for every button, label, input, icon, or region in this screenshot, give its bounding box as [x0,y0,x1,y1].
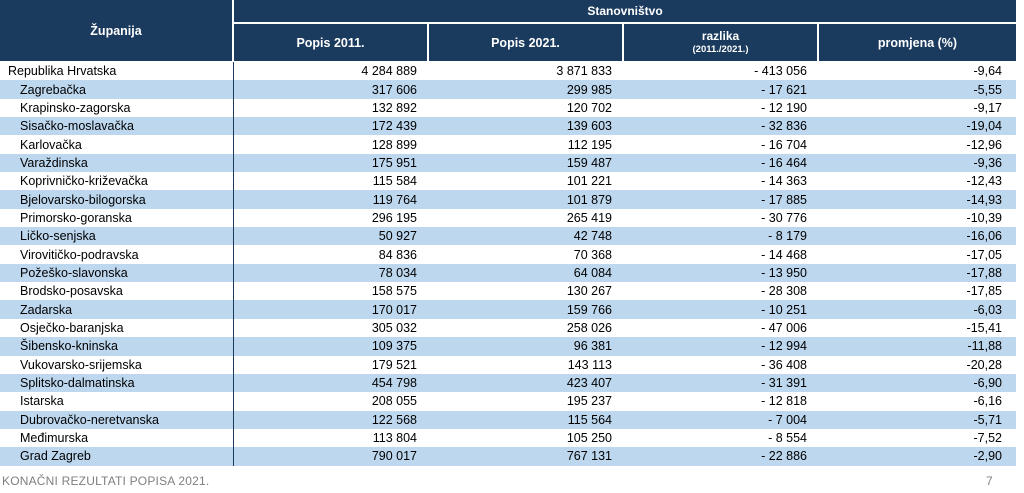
cell-zupanija: Međimurska [0,429,234,447]
table-row [0,337,1016,355]
header-razlika [624,24,817,61]
page-number: 7 [986,474,993,488]
cell-popis-2011: 296 195 [371,210,417,225]
cell-popis-2021: 130 267 [566,284,612,299]
cell-promjena: -5,71 [973,412,1002,427]
table-row [0,374,1016,392]
cell-razlika: - 7 004 [768,412,807,427]
cell-razlika: - 12 190 [761,100,807,115]
header-razlika-label: razlika [701,28,740,43]
table-row [0,62,1016,80]
cell-popis-2011: 84 836 [378,247,417,262]
cell-popis-2021: 101 221 [566,174,612,189]
cell-promjena: -14,93 [966,192,1002,207]
cell-popis-2021: 299 985 [566,82,612,97]
cell-popis-2021: 139 603 [566,119,612,134]
cell-popis-2021: 258 026 [566,320,612,335]
cell-promjena: -9,17 [973,100,1002,115]
cell-popis-2021: 64 084 [573,265,612,280]
cell-zupanija: Šibensko-kninska [0,337,234,355]
cell-popis-2011: 454 798 [371,376,417,391]
table-row [0,135,1016,153]
cell-popis-2011: 119 764 [372,192,417,207]
cell-popis-2021: 96 381 [573,339,612,354]
cell-promjena: -17,88 [966,265,1002,280]
table-row [0,209,1016,227]
cell-promjena: -15,41 [966,320,1002,335]
cell-popis-2021: 70 368 [573,247,612,262]
cell-promjena: -7,52 [973,431,1002,446]
cell-razlika: - 14 363 [761,174,807,189]
cell-popis-2011: 208 055 [371,394,417,409]
cell-popis-2011: 170 017 [371,302,417,317]
cell-zupanija: Karlovačka [0,135,234,153]
cell-popis-2011: 305 032 [371,320,417,335]
cell-razlika: - 8 554 [768,431,807,446]
cell-popis-2021: 143 113 [567,357,612,372]
cell-promjena: -11,88 [967,339,1002,354]
table-row [0,429,1016,447]
cell-zupanija: Istarska [0,392,234,410]
cell-razlika: - 17 621 [761,82,807,97]
cell-popis-2021: 265 419 [566,210,612,225]
cell-razlika: - 8 179 [768,229,807,244]
cell-popis-2021: 105 250 [566,431,612,446]
cell-zupanija: Virovitičko-podravska [0,245,234,263]
cell-promjena: -6,03 [973,302,1002,317]
cell-popis-2011: 78 034 [378,265,417,280]
cell-popis-2011: 115 584 [372,174,417,189]
cell-popis-2021: 195 237 [566,394,612,409]
cell-promjena: -19,04 [966,119,1002,134]
cell-zupanija: Dubrovačko-neretvanska [0,411,234,429]
cell-promjena: -9,64 [973,64,1002,79]
cell-popis-2011: 317 606 [371,82,417,97]
cell-promjena: -10,39 [966,210,1002,225]
cell-popis-2011: 122 568 [371,412,417,427]
cell-zupanija: Ličko-senjska [0,227,234,245]
cell-razlika: - 47 006 [761,320,807,335]
cell-zupanija: Vukovarsko-srijemska [0,356,234,374]
cell-popis-2011: 172 439 [371,119,417,134]
cell-popis-2021: 767 131 [566,449,612,464]
cell-popis-2021: 159 766 [566,302,612,317]
table-row [0,117,1016,135]
cell-razlika: - 12 994 [761,339,807,354]
cell-zupanija: Koprivničko-križevačka [0,172,234,190]
cell-popis-2021: 3 871 833 [556,64,612,79]
cell-zupanija: Splitsko-dalmatinska [0,374,234,392]
header-razlika-sub: (2011./2021.) [692,43,749,55]
table-row [0,300,1016,318]
cell-promjena: -16,06 [966,229,1002,244]
table-row [0,411,1016,429]
cell-zupanija: Osječko-baranjska [0,319,234,337]
cell-razlika: - 30 776 [761,210,807,225]
cell-promjena: -9,36 [973,155,1002,170]
table-row [0,356,1016,374]
header-popis-2011: Popis 2011. [234,24,427,61]
cell-popis-2011: 158 575 [371,284,417,299]
header-popis-2021: Popis 2021. [429,24,622,61]
table-row [0,154,1016,172]
cell-popis-2021: 423 407 [566,376,612,391]
cell-zupanija: Zadarska [0,300,234,318]
cell-popis-2021: 159 487 [566,155,612,170]
cell-popis-2011: 113 804 [372,431,417,446]
cell-promjena: -20,28 [966,357,1002,372]
cell-promjena: -5,55 [973,82,1002,97]
cell-promjena: -6,16 [973,394,1002,409]
table-row [0,227,1016,245]
cell-zupanija: Republika Hrvatska [0,62,234,80]
footer-title: KONAČNI REZULTATI POPISA 2021. [2,474,210,488]
table-row [0,264,1016,282]
cell-zupanija: Brodsko-posavska [0,282,234,300]
cell-promjena: -2,90 [973,449,1002,464]
table-row [0,282,1016,300]
cell-zupanija: Požeško-slavonska [0,264,234,282]
cell-razlika: - 32 836 [761,119,807,134]
cell-popis-2021: 115 564 [567,412,612,427]
cell-popis-2011: 109 375 [371,339,417,354]
cell-zupanija: Sisačko-moslavačka [0,117,234,135]
cell-razlika: - 14 468 [761,247,807,262]
table-row [0,392,1016,410]
cell-razlika: - 13 950 [761,265,807,280]
table-row [0,319,1016,337]
cell-zupanija: Primorsko-goranska [0,209,234,227]
cell-zupanija: Varaždinska [0,154,234,172]
cell-zupanija: Zagrebačka [0,80,234,98]
cell-razlika: - 16 704 [761,137,807,152]
table-row [0,99,1016,117]
table-row [0,172,1016,190]
cell-promjena: -17,05 [966,247,1002,262]
header-stanovnistvo: Stanovništvo [234,0,1016,22]
table-body [0,62,1016,466]
table-row [0,80,1016,98]
cell-promjena: -12,96 [966,137,1002,152]
cell-popis-2021: 120 702 [566,100,612,115]
cell-razlika: - 16 464 [761,155,807,170]
cell-popis-2021: 42 748 [573,229,612,244]
page-footer [0,471,1024,493]
cell-popis-2021: 112 195 [567,137,612,152]
cell-razlika: - 36 408 [761,357,807,372]
cell-popis-2021: 101 879 [566,192,612,207]
table-row [0,190,1016,208]
cell-popis-2011: 179 521 [371,357,417,372]
cell-razlika: - 10 251 [761,302,807,317]
table-header [0,0,1016,62]
cell-popis-2011: 4 284 889 [361,64,417,79]
cell-zupanija: Grad Zagreb [0,447,234,465]
cell-popis-2011: 175 951 [371,155,417,170]
table-row [0,447,1016,465]
cell-razlika: - 413 056 [754,64,807,79]
cell-popis-2011: 50 927 [378,229,417,244]
header-promjena: promjena (%) [819,24,1016,61]
cell-popis-2011: 132 892 [371,100,417,115]
cell-promjena: -12,43 [966,174,1002,189]
header-zupanija: Županija [0,0,232,61]
cell-promjena: -6,90 [973,376,1002,391]
cell-razlika: - 31 391 [761,376,807,391]
cell-razlika: - 17 885 [761,192,807,207]
cell-razlika: - 28 308 [761,284,807,299]
table-row [0,245,1016,263]
cell-zupanija: Bjelovarsko-bilogorska [0,190,234,208]
cell-razlika: - 12 818 [761,394,807,409]
cell-popis-2011: 128 899 [371,137,417,152]
cell-zupanija: Krapinsko-zagorska [0,99,234,117]
cell-razlika: - 22 886 [761,449,807,464]
cell-popis-2011: 790 017 [371,449,417,464]
cell-promjena: -17,85 [966,284,1002,299]
